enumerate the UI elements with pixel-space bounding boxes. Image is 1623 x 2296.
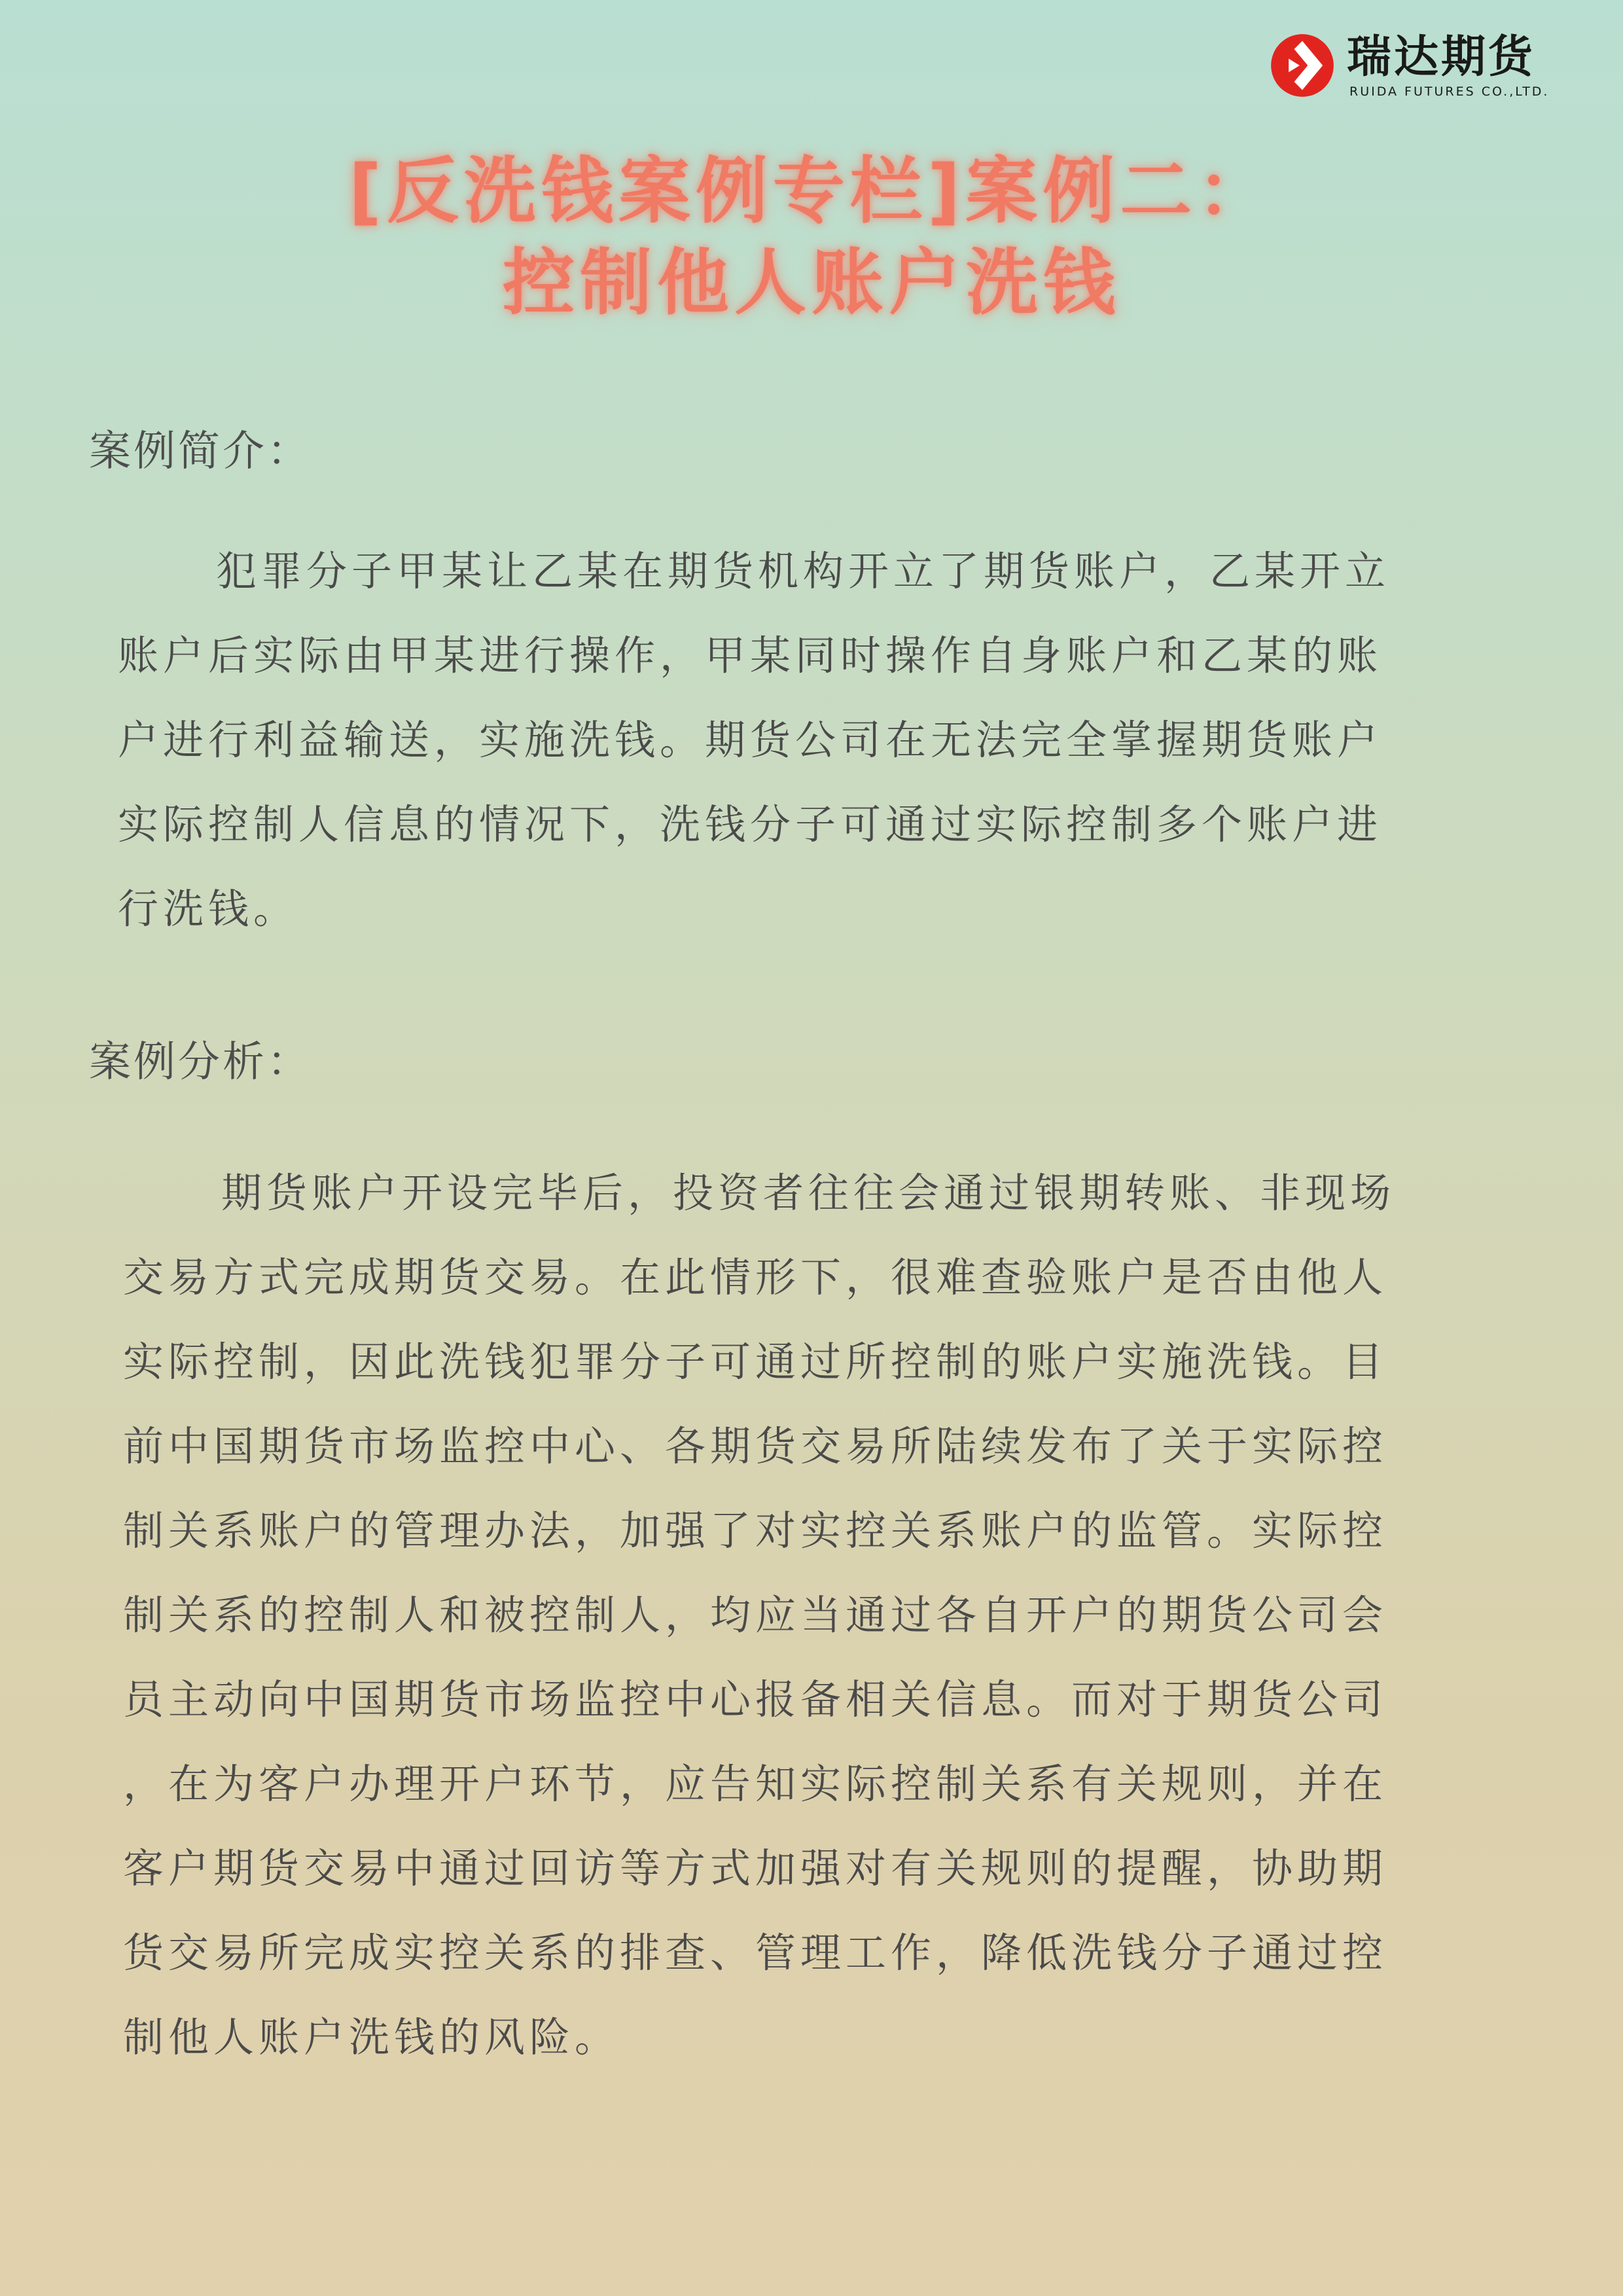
section-heading-case-summary: 案例简介： [89,427,312,476]
paragraph-line: 货交易所完成实控关系的排查、管理工作，降低洗钱分子通过控 [123,1929,1388,1977]
paragraph-line: ，在为客户办理开户环节，应告知实际控制关系有关规则，并在 [123,1760,1388,1808]
paragraph-line: 账户后实际由甲某进行操作，甲某同时操作自身账户和乙某的账 [118,632,1383,679]
page-title-line-2: 控制他人账户洗钱 [503,241,1120,325]
paragraph-line: 期货账户开设完毕后，投资者往往会通过银期转账、非现场 [221,1169,1396,1217]
company-logo [1268,26,1582,105]
logo-name-en: RUIDA FUTURES CO.,LTD. [1349,84,1550,99]
page-title-line-1: [反洗钱案例专栏]案例二： [348,149,1275,233]
paragraph-line: 客户期货交易中通过回访等方式加强对有关规则的提醒，协助期 [123,1844,1388,1892]
paragraph-line: 交易方式完成期货交易。在此情形下，很难查验账户是否由他人 [123,1253,1388,1301]
paragraph-line: 员主动向中国期货市场监控中心报备相关信息。而对于期货公司 [123,1676,1388,1723]
paragraph-line: 前中国期货市场监控中心、各期货交易所陆续发布了关于实际控 [123,1422,1388,1470]
ruida-logo-icon [1268,31,1336,99]
paragraph-line: 实际控制，因此洗钱犯罪分子可通过所控制的账户实施洗钱。目 [123,1338,1388,1386]
paragraph-line: 制关系账户的管理办法，加强了对实控关系账户的监管。实际控 [123,1507,1388,1554]
logo-name-cn: 瑞达期货 [1347,31,1536,83]
paragraph-line: 制关系的控制人和被控制人，均应当通过各自开户的期货公司会 [123,1591,1388,1639]
paragraph-line: 行洗钱。 [118,885,299,933]
paragraph-line: 犯罪分子甲某让乙某在期货机构开立了期货账户，乙某开立 [216,547,1391,595]
paragraph-line: 制他人账户洗钱的风险。 [123,2013,620,2061]
case-analysis-paragraph [123,1151,1497,2079]
case-summary-paragraph [118,529,1492,951]
section-heading-case-analysis: 案例分析： [89,1038,312,1086]
paragraph-line: 实际控制人信息的情况下，洗钱分子可通过实际控制多个账户进 [118,800,1383,848]
paragraph-line: 户进行利益输送，实施洗钱。期货公司在无法完全掌握期货账户 [118,716,1383,764]
